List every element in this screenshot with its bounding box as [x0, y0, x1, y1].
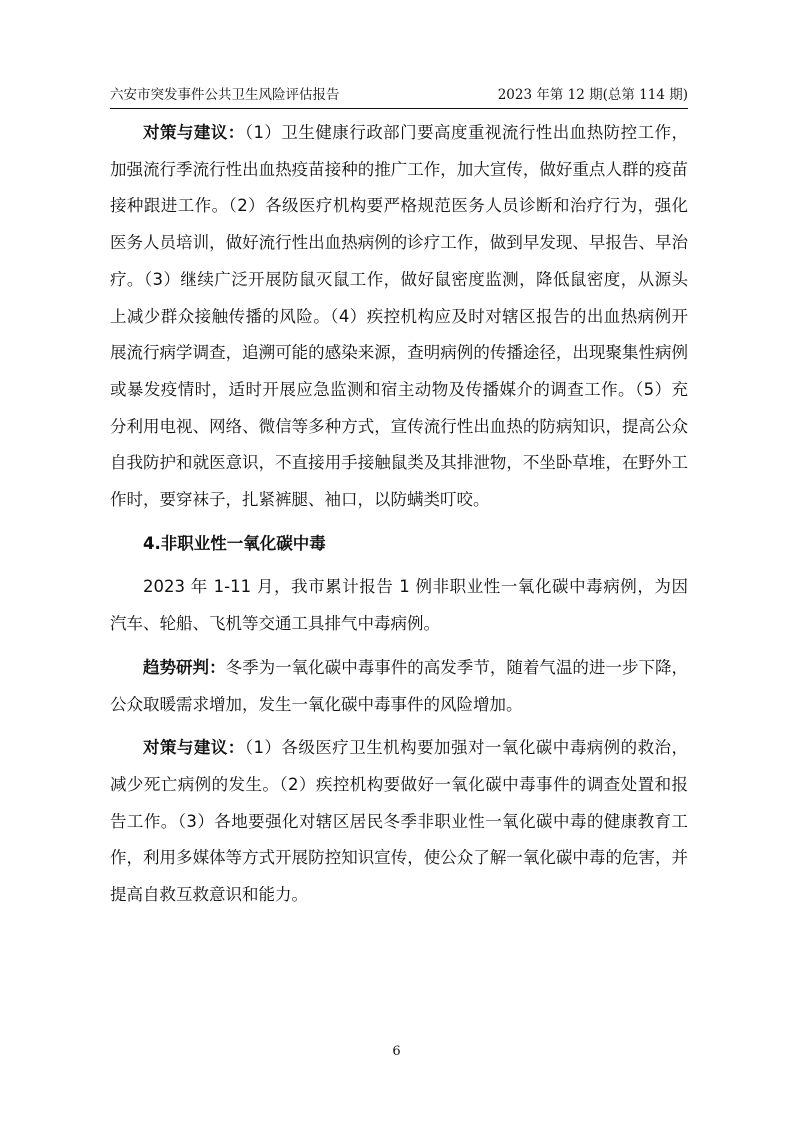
section-heading-co-poisoning: 4.非职业性一氧化碳中毒 [143, 533, 326, 553]
header-report-title: 六安市突发事件公共卫生风险评估报告 [110, 87, 340, 103]
document-body [110, 115, 688, 914]
header-divider [110, 108, 688, 109]
paragraph-countermeasures-hemorrhagic-fever [110, 115, 688, 519]
page-number: 6 [392, 1044, 401, 1059]
paragraph-co-cases: 2023 年 1-11 月，我市累计报告 1 例非职业性一氧化碳中毒病例，为因汽车、轮船、飞机等交通工具排气中毒病例。 [110, 577, 688, 634]
paragraph-countermeasures-co [110, 730, 688, 914]
paragraph-text: （1）各级医疗卫生机构要加强对一氧化碳中毒病例的救治，减少死亡病例的发生。（2）疾控机构要做好一氧化碳中毒事件的调查处置和报告工作。（3）各地要强化对辖区居民冬季非职业性一氧化碳中毒的健康教育工作，利用多媒体等方式开展防控知识宣传，使公众了解一氧化碳中毒的危害，并提高自救互救意识和能力。 [110, 738, 688, 905]
paragraph-lead: 对策与建议： [143, 123, 245, 142]
running-header [110, 86, 688, 104]
paragraph-lead: 趋势研判： [143, 657, 226, 677]
paragraph-text: 冬季为一氧化碳中毒事件的高发季节，随着气温的进一步下降，公众取暖需求增加，发生一氧化碳中毒事件的风险增加。 [110, 657, 688, 714]
paragraph-text: （1）卫生健康行政部门要高度重视流行性出血热防控工作，加强流行季流行性出血热疫苗接种的推广工作，加大宣传，做好重点人群的疫苗接种跟进工作。（2）各级医疗机构要严格规范医务人员诊断和治疗行为，强化医务人员培训，做好流行性出血热病例的诊疗工作，做到早发现、早报告、早治疗。（3）继续广泛开展防鼠灭鼠工作，做好鼠密度监测，降低鼠密度，从源头上减少群众接触传播的风险。（4）疾控机构应及时对辖区报告的出血热病例开展流行病学调查，追溯可能的感染来源，查明病例的传播途径，出现聚集性病例或暴发疫情时，适时开展应急监测和宿主动物及传播媒介的调查工作。（5）充分利用电视、网络、微信等多种方式，宣传流行性出血热的防病知识，提高公众自我防护和就医意识，不直接用手接触鼠类及其排泄物，不坐卧草堆，在野外工作时，要穿袜子，扎紧裤腿、袖口，以防螨类叮咬。 [110, 123, 688, 510]
paragraph-lead: 对策与建议： [143, 738, 245, 758]
header-issue-number: 2023 年第 12 期(总第 114 期) [497, 87, 688, 103]
paragraph-trend-assessment [110, 650, 688, 723]
